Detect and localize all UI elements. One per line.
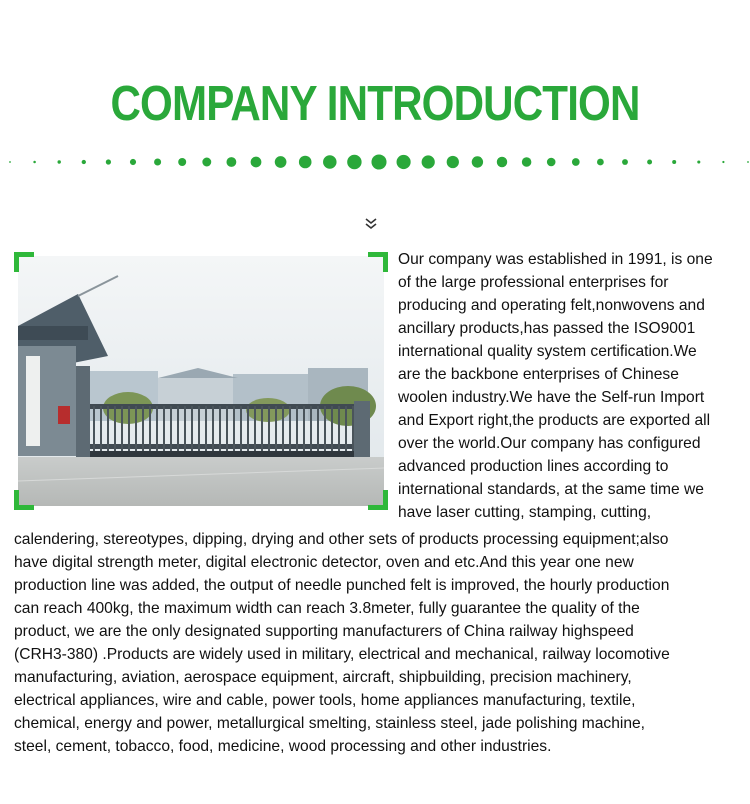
- intro-line: steel, cement, tobacco, food, medicine, wood processing and other industries.: [14, 738, 552, 755]
- divider-dot: [371, 154, 386, 169]
- divider-dot: [472, 156, 483, 167]
- divider-dot: [422, 155, 435, 168]
- intro-line: woolen industry.We have the Self-run Import: [398, 389, 705, 406]
- intro-line: ancillary products,has passed the ISO9001: [398, 320, 696, 337]
- intro-line: product, we are the only designated supporting manufacturers of China railway highspeed: [14, 623, 634, 640]
- intro-line: can reach 400kg, the maximum width can reach 3.8meter, fully guarantee the quality of the: [14, 600, 640, 617]
- intro-line: (CRH3-380) .Products are widely used in military, electrical and mechanical, railway locomotive: [14, 646, 670, 663]
- intro-line: electrical appliances, wire and cable, power tools, home appliances manufacturing, textile,: [14, 692, 636, 709]
- divider-dot: [299, 156, 312, 169]
- divider-dot: [497, 157, 507, 167]
- intro-line: production line was added, the output of needle punched felt is improved, the hourly production: [14, 577, 670, 594]
- intro-line: over the world.Our company has configured: [398, 435, 701, 452]
- intro-line: are the backbone enterprises of Chinese: [398, 366, 679, 383]
- divider-dot: [323, 155, 337, 169]
- intro-line: chemical, energy and power, metallurgical smelting, stainless steel, jade polishing machine,: [14, 715, 646, 732]
- intro-line: have digital strength meter, digital electronic detector, oven and etc.And this year one new: [14, 554, 634, 571]
- divider-dot: [597, 159, 604, 166]
- company-photo-frame: [14, 252, 388, 510]
- intro-line: Our company was established in 1991, is one: [398, 251, 713, 268]
- divider-dot: [647, 160, 652, 165]
- divider-dot: [697, 160, 700, 163]
- intro-line: have laser cutting, stamping, cutting,: [398, 504, 652, 521]
- page-title: COMPANY INTRODUCTION: [110, 77, 640, 131]
- intro-line: and Export right,the products are exported all: [398, 412, 711, 429]
- divider-dot: [347, 155, 361, 169]
- frame-corner-top-left: [14, 252, 34, 272]
- intro-line: advanced production lines according to: [398, 458, 669, 475]
- divider-dot: [572, 158, 580, 166]
- divider-dot: [547, 158, 556, 167]
- intro-line: of the large professional enterprises for: [398, 274, 669, 291]
- divider-dot: [672, 160, 676, 164]
- factory-gate-photo: [18, 256, 384, 506]
- double-chevron-down-icon: [363, 217, 379, 231]
- intro-line: international quality system certification.We: [398, 343, 697, 360]
- divider-dot: [397, 155, 411, 169]
- divider-dot: [9, 161, 11, 163]
- frame-corner-bottom-right: [368, 490, 388, 510]
- frame-corner-top-right: [368, 252, 388, 272]
- divider-dot: [82, 160, 86, 164]
- divider-dot: [275, 156, 287, 168]
- intro-line: producing and operating felt,nonwovens and: [398, 297, 705, 314]
- divider-dot: [226, 157, 236, 167]
- divider-dot: [251, 157, 262, 168]
- divider-dot: [57, 160, 60, 163]
- divider-dot: [154, 158, 161, 165]
- divider-dot: [202, 158, 211, 167]
- divider-dot: [747, 161, 749, 163]
- divider-dot: [33, 161, 36, 164]
- divider-dot: [622, 159, 628, 165]
- divider-dot: [722, 161, 724, 163]
- intro-line: international standards, at the same time we: [398, 481, 704, 498]
- dotted-divider: [0, 150, 750, 174]
- divider-dot: [522, 157, 532, 167]
- frame-corner-bottom-left: [14, 490, 34, 510]
- divider-dot: [447, 156, 459, 168]
- divider-dot: [178, 158, 186, 166]
- intro-text-side: [398, 248, 744, 524]
- intro-line: calendering, stereotypes, dipping, drying and other sets of products processing equipment;also: [14, 531, 669, 548]
- divider-dot: [130, 159, 136, 165]
- divider-dot: [106, 159, 111, 164]
- intro-text-full: [14, 528, 738, 758]
- intro-line: manufacturing, aviation, aerospace equipment, aircraft, shipbuilding, precision machinery,: [14, 669, 632, 686]
